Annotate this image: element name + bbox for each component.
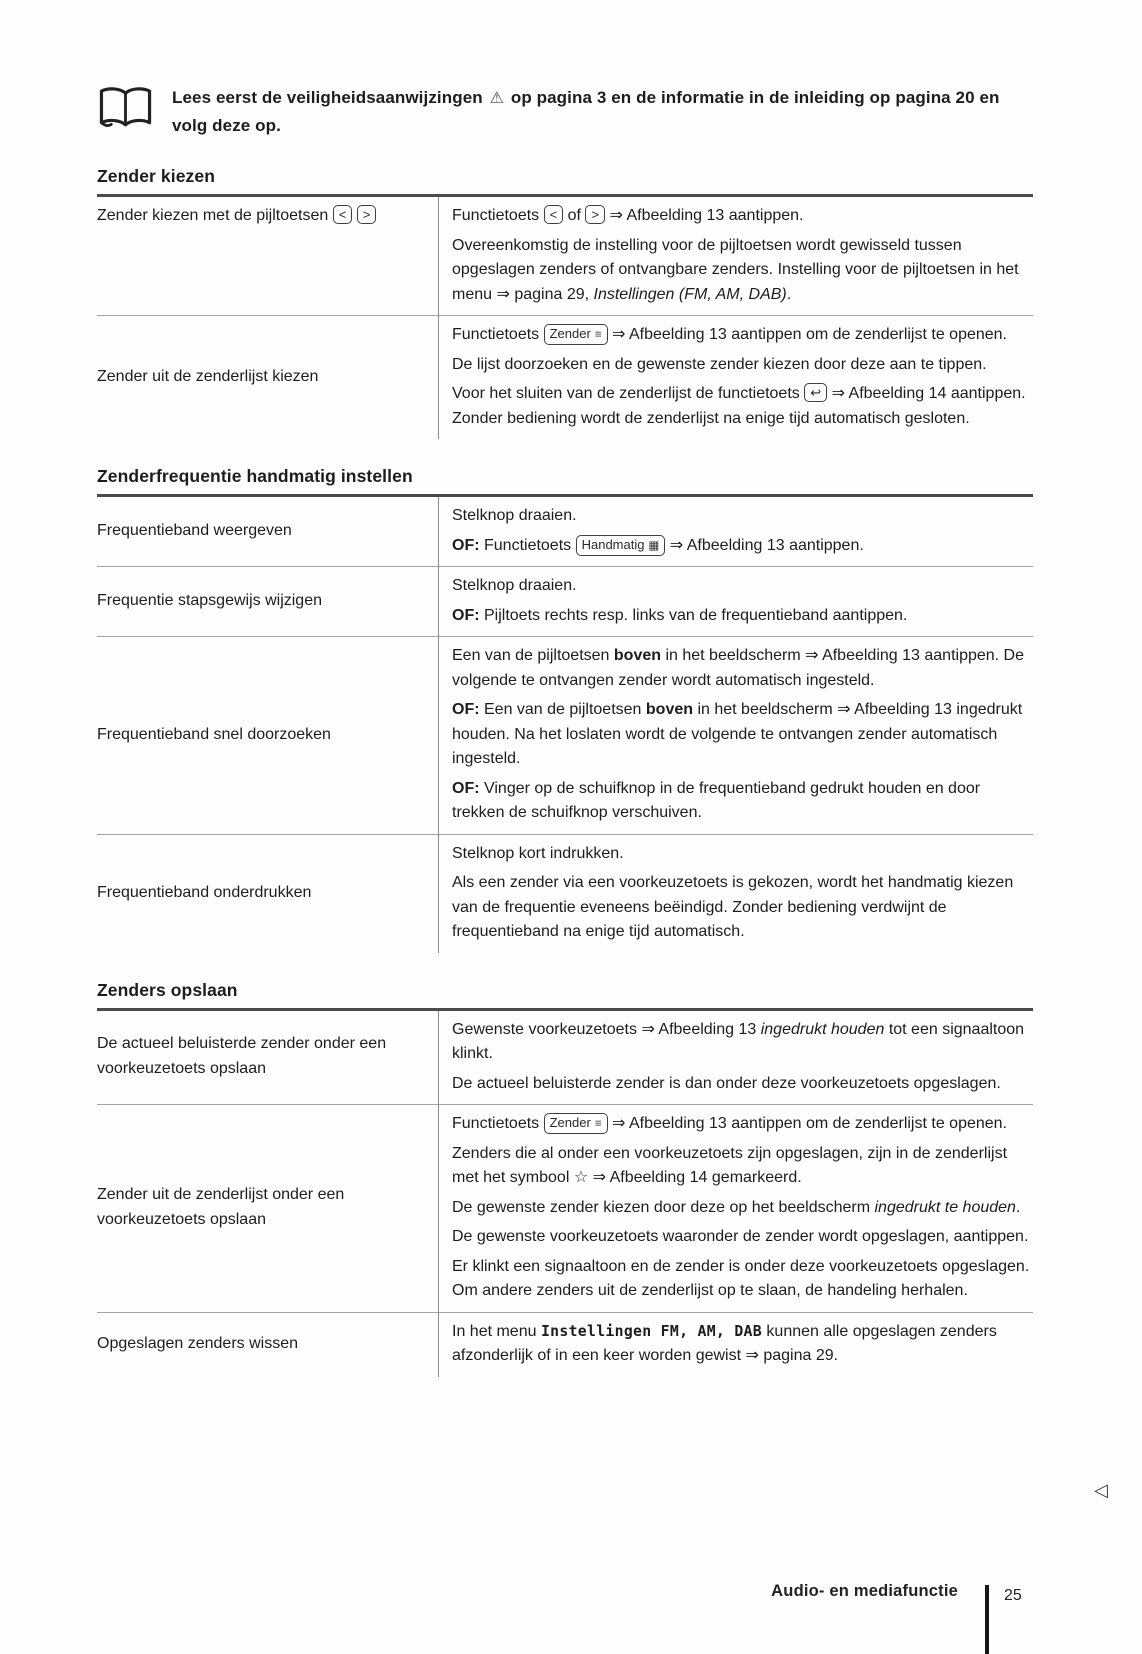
action-cell	[97, 834, 439, 953]
text: .	[786, 285, 792, 303]
section-heading: Zenderfrequentie handmatig instellen	[97, 466, 413, 486]
function-key-button[interactable]	[333, 205, 353, 224]
function-key-label: <	[549, 207, 558, 222]
list-icon: ≡	[594, 1118, 602, 1130]
text: Voor het sluiten van de zenderlijst de functietoets	[452, 385, 805, 402]
instruction-paragraph	[452, 644, 1033, 693]
table-row	[97, 834, 1033, 953]
text: Functietoets	[452, 326, 544, 343]
text: Vinger op de schuifknop in de frequentieband gedrukt houden en door trekken de schuifknop verschuiven.	[452, 779, 981, 821]
text: op pagina 3 en de informatie in de inleiding op pagina 20 en volg deze op.	[172, 88, 1000, 135]
instruction-cell	[439, 834, 1034, 953]
function-key-label: >	[591, 207, 600, 222]
function-key-button[interactable]	[585, 205, 605, 224]
function-key-button[interactable]	[357, 205, 377, 224]
footer-divider-bar	[985, 1585, 989, 1654]
function-key-button[interactable]	[544, 1113, 608, 1134]
menu-name-text: Instellingen FM, AM, DAB	[540, 1322, 762, 1340]
bold-text: OF:	[452, 779, 480, 797]
bold-text: OF:	[452, 606, 480, 624]
text: in het beeldscherm ⇒ Afbeelding 13 aantippen. De volgende te ontvangen zender wordt automatisch ingesteld.	[452, 647, 1024, 689]
instruction-table	[97, 194, 1033, 439]
instruction-paragraph	[452, 1018, 1033, 1067]
instruction-cell	[439, 496, 1034, 567]
action-cell	[97, 1105, 439, 1313]
instruction-paragraph	[452, 1255, 1033, 1304]
instruction-paragraph	[452, 353, 1033, 378]
text: Zender kiezen met de pijltoetsen	[97, 207, 333, 224]
instruction-paragraph	[452, 534, 1033, 559]
text: De actueel beluisterde zender is dan onder deze voorkeuzetoets opgeslagen.	[452, 1074, 1001, 1092]
text: Gewenste voorkeuzetoets ⇒ Afbeelding 13	[452, 1020, 761, 1038]
section	[97, 980, 1033, 1377]
section	[97, 166, 1033, 439]
text: Stelknop draaien.	[452, 577, 577, 594]
text: Functietoets	[452, 207, 544, 224]
function-key-button[interactable]	[576, 535, 666, 556]
instruction-paragraph	[452, 1112, 1033, 1137]
bold-text: boven	[645, 701, 694, 718]
action-cell	[97, 496, 439, 567]
instruction-paragraph	[452, 574, 1033, 599]
text: Als een zender via een voorkeuzetoets is gekozen, wordt het handmatig kiezen van de frequentie eveneens beëindigd. Zonder bediening verdwijnt de frequentieband na enige tijd automatisch.	[452, 874, 1014, 940]
instruction-cell	[439, 567, 1034, 637]
page-content	[97, 84, 1033, 1377]
safety-note-text	[172, 84, 1033, 139]
text: ⇒ Afbeelding 13 aantippen om de zenderlijst te openen.	[607, 326, 1007, 343]
text: Zenders die al onder een voorkeuzetoets zijn opgeslagen, zijn in de zenderlijst met het symbool ☆ ⇒ Afbeelding 14 gemarkeerd.	[452, 1144, 1008, 1186]
italic-text: Instellingen (FM, AM, DAB)	[593, 285, 787, 303]
text: Functietoets	[479, 536, 576, 554]
text: tot een signaaltoon klinkt.	[452, 1020, 1025, 1062]
section-heading: Zenders opslaan	[97, 979, 238, 1000]
continuation-marker-icon: ◁	[1094, 1480, 1108, 1500]
instruction-paragraph	[452, 604, 1033, 629]
list-icon: ≡	[594, 329, 602, 341]
text: Frequentieband weergeven	[97, 521, 292, 539]
instruction-paragraph	[452, 1142, 1033, 1191]
table-row	[97, 316, 1033, 440]
page-number: 25	[1004, 1587, 1022, 1604]
text: ⇒ Afbeelding 13 aantippen.	[605, 207, 804, 224]
return-icon: ↩	[810, 385, 822, 400]
function-key-label: Zender	[549, 1115, 591, 1130]
text: kunnen alle opgeslagen zenders afzonderlijk of in een keer worden gewist ⇒ pagina 29.	[452, 1322, 997, 1364]
text: In het menu	[452, 1322, 541, 1340]
instruction-paragraph	[452, 504, 1033, 529]
text: Opgeslagen zenders wissen	[97, 1334, 299, 1352]
instruction-cell	[439, 1009, 1034, 1105]
instruction-paragraph	[452, 698, 1033, 772]
text: Frequentie stapsgewijs wijzigen	[97, 591, 322, 609]
instruction-cell	[439, 1312, 1034, 1377]
text: Zender uit de zenderlijst onder een voorkeuzetoets opslaan	[97, 1186, 345, 1228]
instruction-cell	[439, 637, 1034, 835]
table-row	[97, 637, 1033, 835]
instruction-cell	[439, 196, 1034, 316]
text: in het beeldscherm ⇒ Afbeelding 13 ingedrukt houden. Na het loslaten wordt de volgende te ontvangen zender automatisch ingesteld.	[452, 701, 1023, 767]
sections	[97, 166, 1033, 1377]
text: ⇒ Afbeelding 13 aantippen om de zenderlijst te openen.	[607, 1115, 1007, 1132]
text: De gewenste zender kiezen door deze op het beeldscherm	[452, 1198, 875, 1216]
instruction-cell	[439, 1105, 1034, 1313]
text: De gewenste voorkeuzetoets waaronder de zender wordt opgeslagen, aantippen.	[452, 1228, 1029, 1245]
table-row	[97, 1312, 1033, 1377]
action-cell	[97, 1009, 439, 1105]
text: ⇒ Afbeelding 14 aantippen. Zonder bediening wordt de zenderlijst na enige tijd automatisch gesloten.	[452, 385, 1026, 427]
text: ⇒ Afbeelding 13 aantippen.	[665, 536, 864, 554]
bold-text: OF:	[452, 701, 480, 718]
instruction-paragraph	[452, 382, 1033, 431]
instruction-paragraph	[452, 1072, 1033, 1097]
text: Stelknop draaien.	[452, 507, 577, 524]
instruction-cell	[439, 316, 1034, 440]
safety-note	[97, 84, 1033, 139]
bold-text: boven	[613, 647, 662, 664]
action-cell	[97, 567, 439, 637]
table-row	[97, 196, 1033, 316]
instruction-paragraph	[452, 1225, 1033, 1250]
table-row	[97, 1105, 1033, 1313]
instruction-paragraph	[452, 871, 1033, 945]
instruction-paragraph	[452, 1196, 1033, 1221]
section	[97, 466, 1033, 953]
instruction-paragraph	[452, 204, 1033, 229]
section-heading: Zender kiezen	[97, 166, 216, 186]
function-key-button[interactable]	[544, 205, 564, 224]
text: Stelknop kort indrukken.	[452, 844, 624, 862]
text: Er klinkt een signaaltoon en de zender is onder deze voorkeuzetoets opgeslagen. Om andere zenders uit de zenderlijst op te slaan, de handeling herhalen.	[452, 1257, 1030, 1299]
text: De actueel beluisterde zender onder een voorkeuzetoets opslaan	[97, 1035, 387, 1077]
function-key-button[interactable]	[544, 324, 608, 345]
italic-text: ingedrukt te houden	[874, 1198, 1016, 1216]
italic-text: ingedrukt houden	[760, 1020, 885, 1038]
text: of	[563, 207, 586, 224]
instruction-table	[97, 494, 1033, 953]
text: Lees eerst de veiligheidsaanwijzingen	[172, 88, 488, 107]
instruction-paragraph	[452, 323, 1033, 348]
text: Pijltoets rechts resp. links van de frequentieband aantippen.	[479, 606, 908, 624]
text: .	[1015, 1198, 1021, 1216]
bold-text: OF:	[452, 536, 480, 554]
warning-triangle-icon: ⚠	[489, 90, 505, 107]
table-row	[97, 1009, 1033, 1105]
instruction-paragraph	[452, 234, 1033, 308]
function-key-label: Zender	[549, 326, 591, 341]
keypad-icon: ▦	[648, 539, 660, 552]
function-key-button[interactable]	[804, 383, 827, 402]
text: Functietoets	[452, 1115, 544, 1132]
text: Overeenkomstig de instelling voor de pijltoetsen wordt gewisseld tussen opgeslagen zenders of ontvangbare zenders. Instelling voor de pijltoetsen in het menu ⇒ pagina 29,	[452, 236, 1019, 303]
function-key-label: Handmatig	[581, 536, 645, 552]
action-cell	[97, 637, 439, 835]
table-row	[97, 496, 1033, 567]
action-cell	[97, 316, 439, 440]
instruction-table	[97, 1008, 1033, 1377]
function-key-label: <	[338, 207, 347, 222]
text: De lijst doorzoeken en de gewenste zender kiezen door deze aan te tippen.	[452, 355, 987, 373]
footer-chapter-title: Audio- en mediafunctie	[771, 1582, 958, 1600]
action-cell	[97, 1312, 439, 1377]
open-book-icon	[97, 85, 154, 138]
instruction-paragraph	[452, 1320, 1033, 1369]
text: Een van de pijltoetsen	[452, 647, 614, 664]
instruction-paragraph	[452, 777, 1033, 826]
text: Een van de pijltoetsen	[479, 701, 646, 718]
instruction-paragraph	[452, 842, 1033, 867]
text: Frequentieband onderdrukken	[97, 883, 312, 901]
text: Frequentieband snel doorzoeken	[97, 725, 331, 743]
function-key-label: >	[362, 207, 371, 222]
table-row	[97, 567, 1033, 637]
action-cell	[97, 196, 439, 316]
text: Zender uit de zenderlijst kiezen	[97, 367, 319, 385]
